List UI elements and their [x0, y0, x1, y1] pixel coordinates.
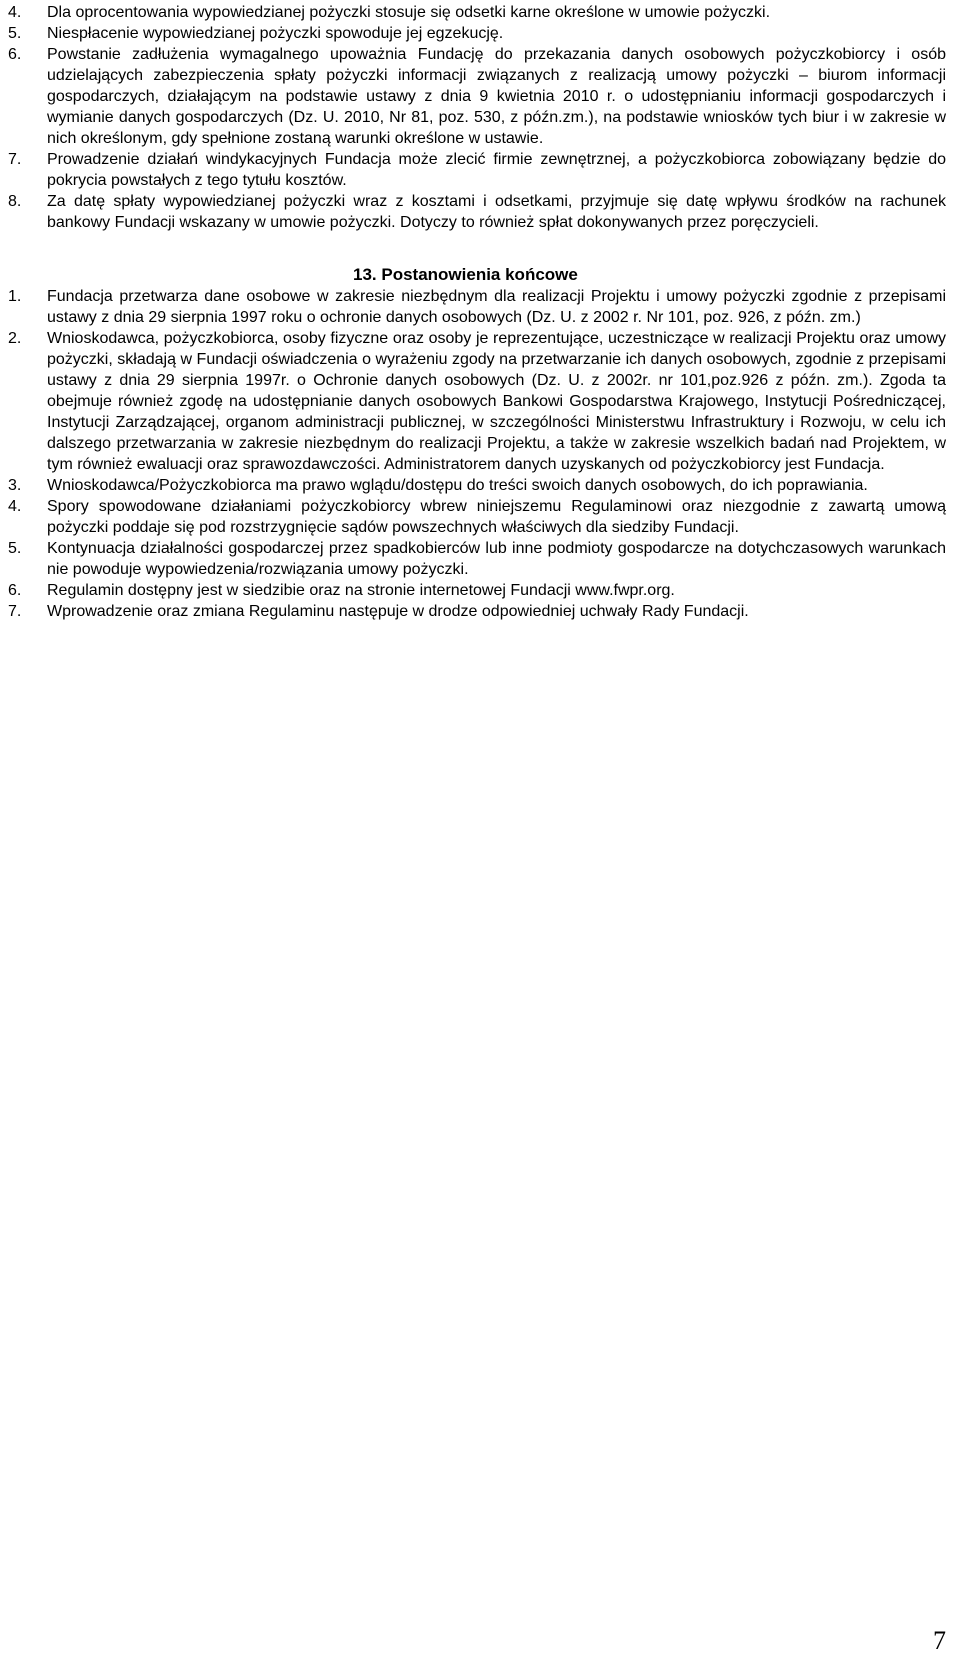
item-number: 4.: [8, 4, 22, 21]
document-page: [8, 0, 946, 622]
item-text: Regulamin dostępny jest w siedzibie oraz na stronie internetowej Fundacji www.fwpr.org.: [47, 582, 675, 599]
item-number: 8.: [8, 193, 22, 210]
item-number: 5.: [8, 25, 22, 42]
list-item: [8, 2, 946, 23]
item-text: Wnioskodawca/Pożyczkobiorca ma prawo wglądu/dostępu do treści swoich danych osobowych, do ich poprawiania.: [47, 477, 868, 494]
item-number: 3.: [8, 477, 22, 494]
list-item: [8, 538, 946, 580]
item-text: Kontynuacja działalności gospodarczej przez spadkobierców lub inne podmioty gospodarcze na dotychczasowych warunkach nie powoduje wypowiedzenia/rozwiązania umowy pożyczki.: [47, 540, 946, 578]
item-text: Niespłacenie wypowiedzianej pożyczki spowoduje jej egzekucję.: [47, 25, 504, 42]
item-number: 5.: [8, 540, 22, 557]
list-item: [8, 475, 946, 496]
item-text: Za datę spłaty wypowiedzianej pożyczki wraz z kosztami i odsetkami, przyjmuje się datę wpływu środków na rachunek bankowy Fundacji wskazany w umowie pożyczki. Dotyczy to również spłat dokonywanych przez poręczycieli.: [47, 193, 946, 231]
list-item: [8, 496, 946, 538]
section-previous-items: [8, 2, 946, 233]
list-item: [8, 286, 946, 328]
item-number: 4.: [8, 498, 22, 515]
list-item: [8, 44, 946, 149]
section-heading: 13. Postanowienia końcowe: [353, 265, 578, 284]
item-text: Fundacja przetwarza dane osobowe w zakresie niezbędnym dla realizacji Projektu i umowy pożyczki zgodnie z przepisami ustawy z dnia 29 sierpnia 1997 roku o ochronie danych osobowych (Dz. U. z 2002 r. Nr 101, poz. 926, z późn. zm.): [47, 288, 946, 326]
item-number: 7.: [8, 151, 22, 168]
item-number: 2.: [8, 330, 22, 347]
item-text: Prowadzenie działań windykacyjnych Fundacja może zlecić firmie zewnętrznej, a pożyczkobiorca zobowiązany będzie do pokrycia powstałych z tego tytułu kosztów.: [47, 151, 946, 189]
item-text: Wprowadzenie oraz zmiana Regulaminu następuje w drodze odpowiedniej uchwały Rady Fundacji.: [47, 603, 749, 620]
list-item: [8, 23, 946, 44]
item-number: 6.: [8, 582, 22, 599]
item-number: 7.: [8, 603, 22, 620]
list-item: [8, 328, 946, 475]
item-text: Powstanie zadłużenia wymagalnego upoważnia Fundację do przekazania danych osobowych pożyczkobiorcy i osób udzielających zabezpieczenia spłaty pożyczki informacji związanych z realizacją umowy pożyczki – biurom informacji gospodarczych, działającym na podstawie ustawy z dnia 9 kwietnia 2010 r. o udostępnianiu informacji gospodarczych i wymianie danych gospodarczych (Dz. U. 2010, Nr 81, poz. 530, z późn.zm.), na podstawie wniosków tych biur i w zakresie w nich określonym, gdy spełnione zostaną warunki określone w ustawie.: [47, 46, 946, 147]
list-item: [8, 580, 946, 601]
item-number: 1.: [8, 288, 22, 305]
item-text: Wnioskodawca, pożyczkobiorca, osoby fizyczne oraz osoby je reprezentujące, uczestniczące w realizacji Projektu oraz umowy pożyczki, składają w Fundacji oświadczenia o wyrażeniu zgody na przetwarzanie ich danych osobowych, zgodnie z przepisami ustawy z dnia 29 sierpnia 1997r. o Ochronie danych osobowych (Dz. U. z 2002r. nr 101,poz.926 z późn. zm.). Zgoda ta obejmuje również zgodę na udostępnianie danych osobowych Bankowi Gospodarstwa Krajowego, Instytucji Pośredniczącej, Instytucji Zarządzającej, organom administracji publicznej, w szczególności Ministerstwu Infrastruktury i Rozwoju, w celu ich dalszego przetwarzania w zakresie niezbędnym do realizacji Projektu, a także w zakresie wszelkich badań nad Projektem, w tym również ewaluacji oraz sprawozdawczości. Administratorem danych uzyskanych od pożyczkobiorcy jest Fundacja.: [47, 330, 946, 473]
section-final-items: [8, 286, 946, 622]
item-text: Dla oprocentowania wypowiedzianej pożyczki stosuje się odsetki karne określone w umowie pożyczki.: [47, 4, 771, 21]
item-text: Spory spowodowane działaniami pożyczkobiorcy wbrew niniejszemu Regulaminowi oraz niezgodnie z zawartą umową pożyczki poddaje się pod rozstrzygnięcie sądów powszechnych właściwych dla siedziby Fundacji.: [47, 498, 946, 536]
list-item: [8, 149, 946, 191]
page-number: 7: [933, 1626, 946, 1655]
list-item: [8, 191, 946, 233]
item-number: 6.: [8, 46, 22, 63]
list-item: [8, 601, 946, 622]
